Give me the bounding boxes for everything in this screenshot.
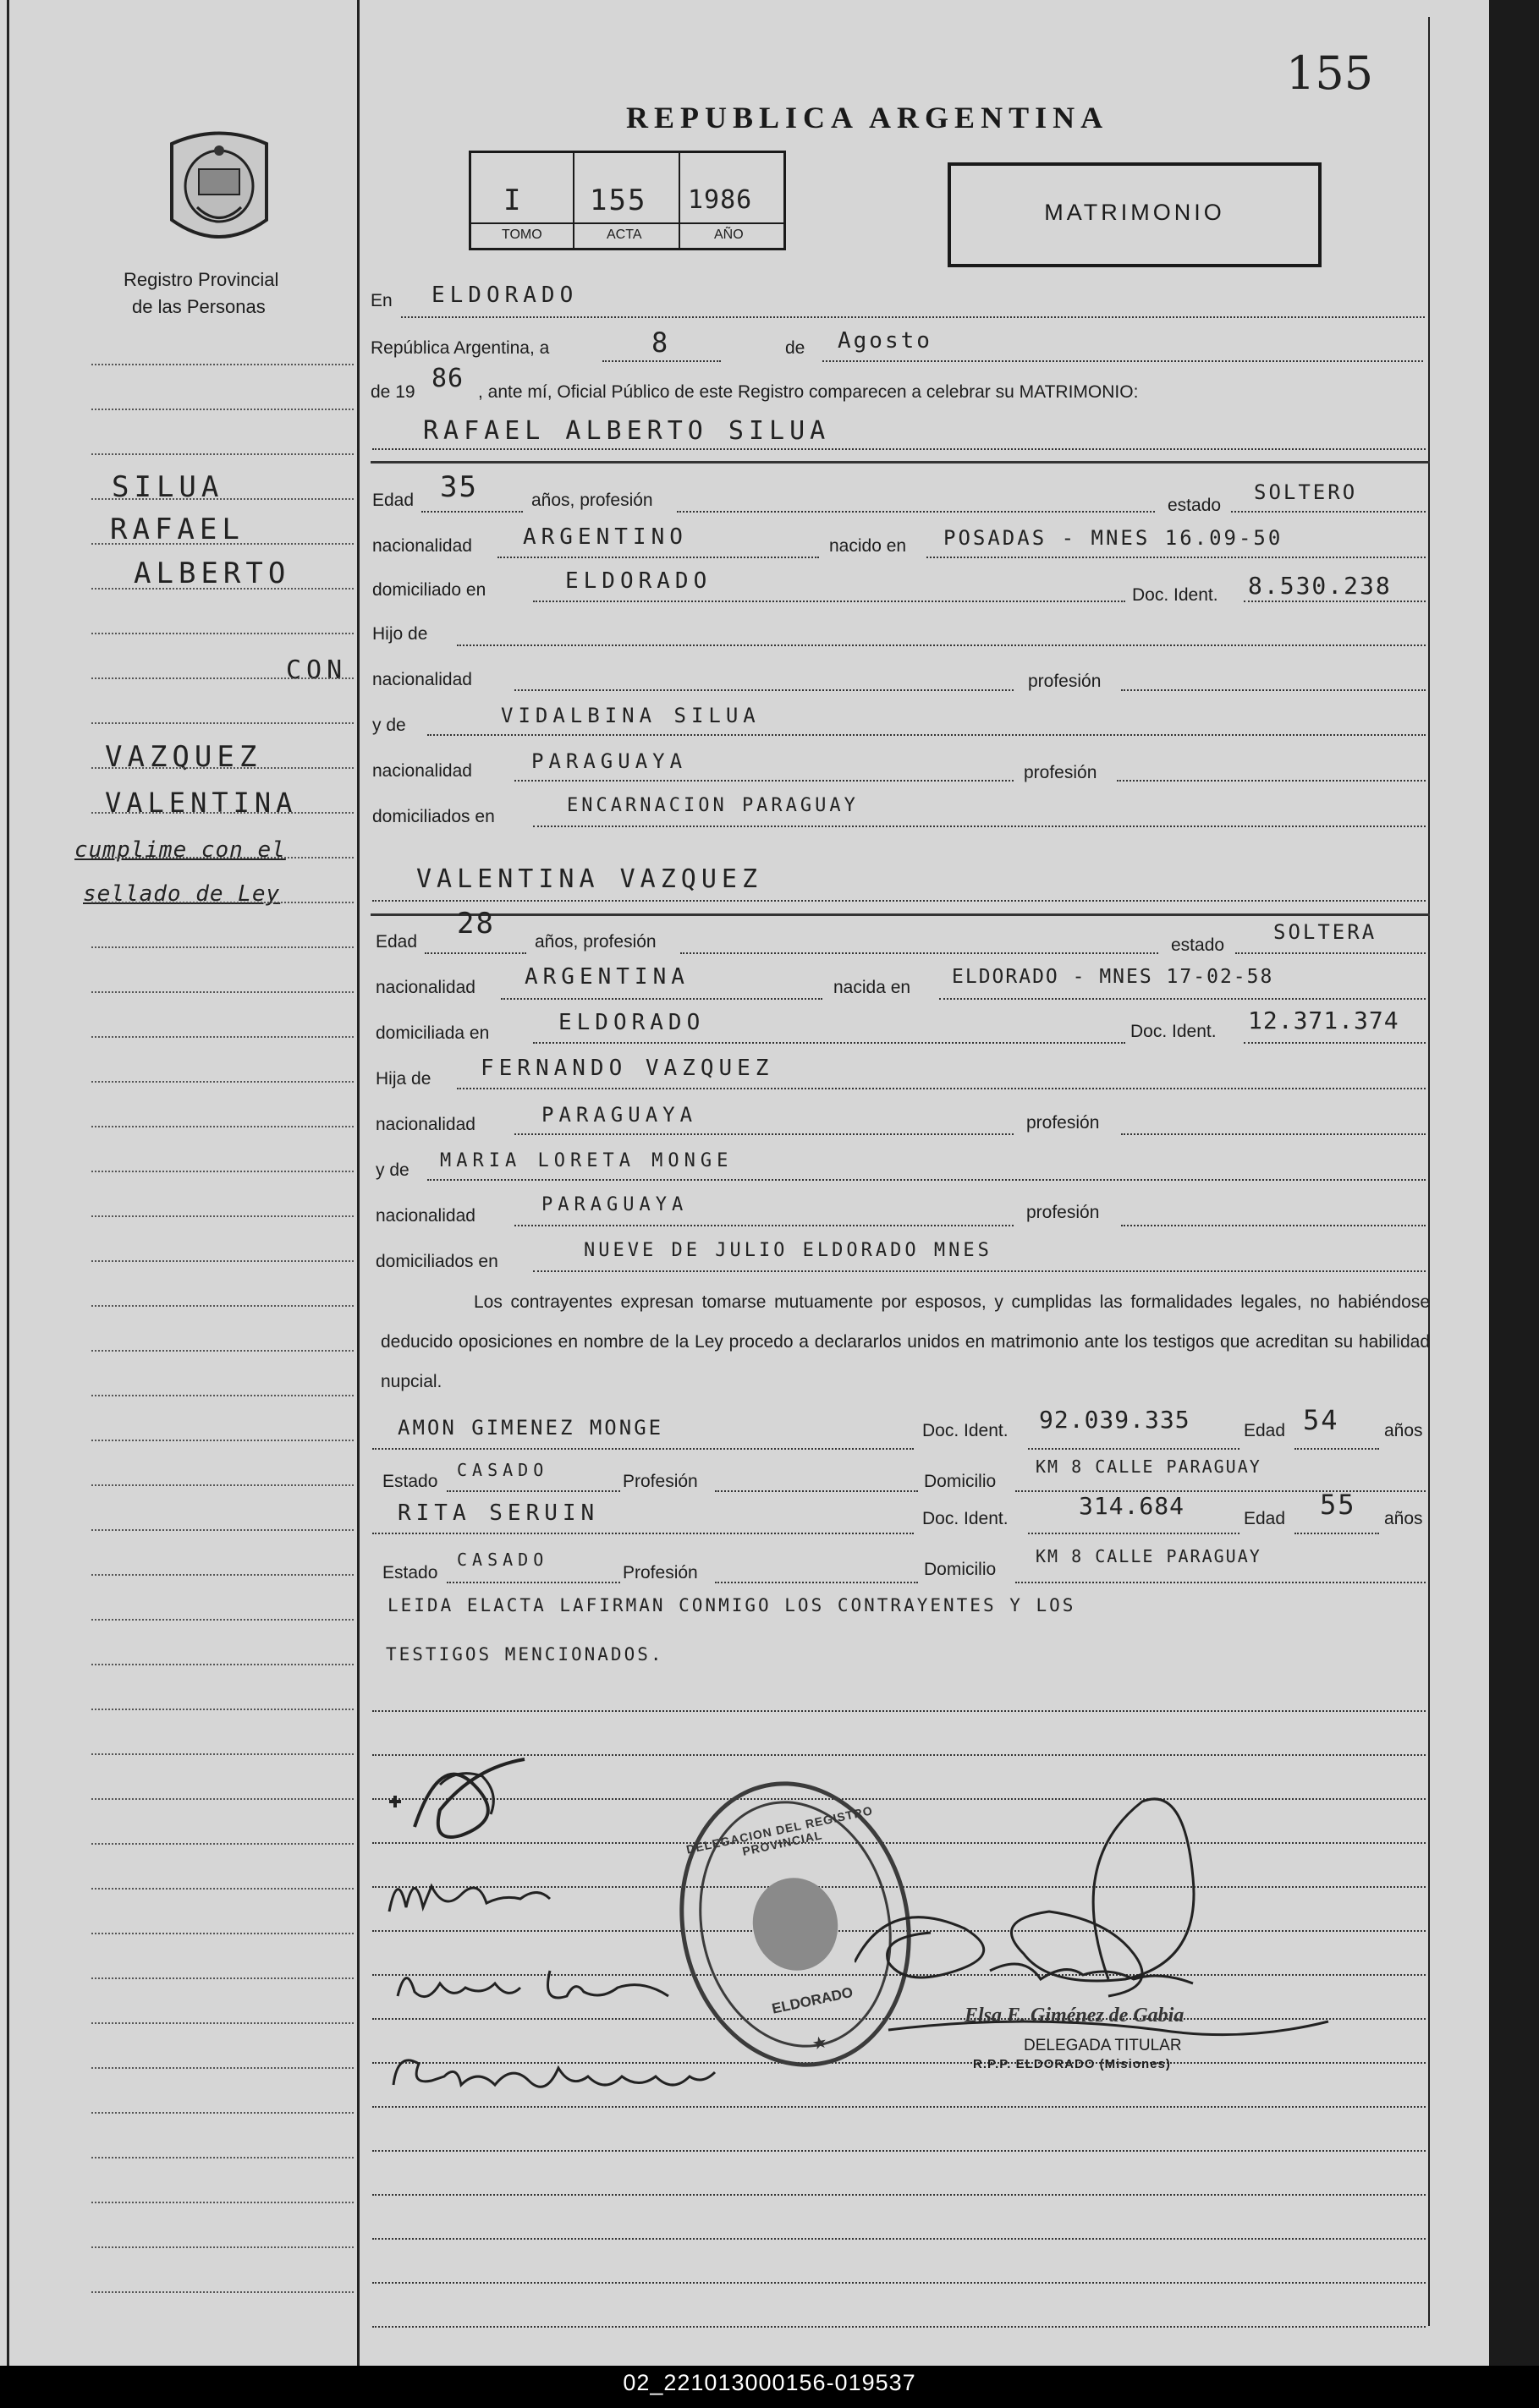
bride-anios-prof: años, profesión bbox=[535, 932, 657, 952]
bride-dom-label: domiciliada en bbox=[376, 1023, 490, 1043]
bride-madre-nac-label: nacionalidad bbox=[376, 1206, 475, 1226]
file-id: 02_221013000156-019537 bbox=[623, 2370, 916, 2395]
official-name: Elsa E. Giménez de Gabia bbox=[965, 2005, 1184, 2027]
bride-nacionalidad: ARGENTINA bbox=[525, 964, 690, 990]
witness1-doc-label: Doc. Ident. bbox=[922, 1421, 1009, 1440]
margin-rule bbox=[91, 1933, 354, 1934]
groom-padre-prof-label: profesión bbox=[1028, 672, 1102, 691]
margin-rule bbox=[91, 633, 354, 634]
groom-madre: VIDALBINA SILUA bbox=[501, 704, 761, 727]
margin-rule bbox=[91, 1888, 354, 1890]
bride-edad: 28 bbox=[457, 907, 495, 941]
bride-padre-prof-label: profesión bbox=[1026, 1113, 1100, 1133]
margin-rule bbox=[91, 2022, 354, 2024]
bride-nacida: ELDORADO - MNES 17-02-58 bbox=[952, 966, 1274, 988]
acta-value: 155 bbox=[590, 184, 647, 217]
groom-dom-label: domiciliado en bbox=[372, 580, 486, 600]
registry-line1: Registro Provincial bbox=[124, 269, 279, 290]
groom-signature bbox=[381, 1734, 567, 1861]
witness1-estado-label: Estado bbox=[382, 1472, 438, 1491]
registry-line2: de las Personas bbox=[132, 296, 266, 317]
margin-rule bbox=[91, 1619, 354, 1621]
margin-rule bbox=[91, 1081, 354, 1083]
groom-yde-label: y de bbox=[372, 716, 406, 735]
province-seal-icon bbox=[163, 127, 275, 254]
witness2-dom-label: Domicilio bbox=[924, 1560, 997, 1579]
bride-padre-nac: PARAGUAYA bbox=[541, 1103, 698, 1127]
witness1-signature bbox=[389, 1945, 702, 2021]
star-icon: ★ bbox=[810, 2032, 829, 2054]
body-rule bbox=[372, 2238, 1426, 2240]
margin-rule bbox=[91, 453, 354, 455]
groom-edad-label: Edad bbox=[372, 491, 415, 510]
closing-line1: LEIDA ELACTA LAFIRMAN CONMIGO LOS CONTRAYENTES Y LOS bbox=[387, 1595, 1076, 1615]
margin-rule bbox=[91, 1709, 354, 1710]
groom-madre-prof-label: profesión bbox=[1024, 763, 1097, 782]
bride-doc: 12.371.374 bbox=[1248, 1007, 1399, 1034]
anio-label: AÑO bbox=[714, 228, 744, 242]
year-prefix: de 19 bbox=[371, 382, 415, 402]
year-suffix: 86 bbox=[431, 364, 464, 393]
official-title: DELEGADA TITULAR bbox=[1024, 2037, 1182, 2054]
margin-rule bbox=[91, 543, 354, 545]
groom-domicilio: ELDORADO bbox=[565, 568, 712, 594]
groom-estado: SOLTERO bbox=[1254, 480, 1358, 504]
margin-rule bbox=[91, 1574, 354, 1576]
margin-rule bbox=[91, 946, 354, 948]
witness2-name: RITA SERUIN bbox=[398, 1500, 600, 1526]
witness2-edad: 55 bbox=[1320, 1489, 1356, 1521]
margin-rule bbox=[91, 1126, 354, 1127]
margin-rule bbox=[91, 1305, 354, 1307]
margin-rule bbox=[91, 1440, 354, 1441]
margin-rule bbox=[91, 991, 354, 993]
tomo-value: I bbox=[503, 184, 526, 217]
declaration-text: Los contrayentes expresan tomarse mutuamente por esposos, y cumplidas las formalidades legales, no habiéndose deducido oposiciones en nombre de la Ley procedo a declararlos unidos en matrimonio ante los testigos que acreditan su habilidad nupcial. bbox=[381, 1292, 1430, 1391]
bride-madre-nac: PARAGUAYA bbox=[541, 1194, 689, 1215]
margin-rule bbox=[91, 1977, 354, 1979]
bride-padre-nac-label: nacionalidad bbox=[376, 1115, 475, 1134]
right-border bbox=[1428, 17, 1430, 2326]
margin-bride-name: VALENTINA bbox=[105, 787, 298, 819]
record-type: MATRIMONIO bbox=[1044, 200, 1225, 225]
margin-bride-surname: VAZQUEZ bbox=[105, 740, 262, 774]
groom-nacido-label: nacido en bbox=[829, 536, 907, 556]
margin-rule bbox=[91, 364, 354, 365]
record-type-box bbox=[948, 162, 1322, 267]
bride-padres-dom: NUEVE DE JULIO ELDORADO MNES bbox=[584, 1240, 992, 1261]
closing-line2: TESTIGOS MENCIONADOS. bbox=[386, 1644, 664, 1665]
witness2-signature bbox=[385, 2034, 723, 2110]
groom-anios-prof: años, profesión bbox=[531, 491, 653, 510]
witness1-edad: 54 bbox=[1303, 1404, 1339, 1436]
groom-nac-label: nacionalidad bbox=[372, 536, 472, 556]
margin-rule bbox=[91, 1484, 354, 1486]
month-value: Agosto bbox=[838, 328, 932, 354]
witness2-prof-label: Profesión bbox=[623, 1563, 698, 1582]
witness1-edad-label: Edad bbox=[1244, 1421, 1286, 1440]
groom-doc: 8.530.238 bbox=[1248, 572, 1392, 600]
bride-yde-label: y de bbox=[376, 1160, 409, 1180]
margin-rule bbox=[91, 588, 354, 590]
groom-estado-label: estado bbox=[1168, 496, 1222, 515]
groom-padre-nac-label: nacionalidad bbox=[372, 670, 472, 689]
margin-rule bbox=[91, 409, 354, 410]
margin-rule bbox=[91, 902, 354, 903]
groom-padres-dom-label: domiciliados en bbox=[372, 807, 495, 826]
margin-rule bbox=[91, 498, 354, 500]
margin-rule bbox=[91, 677, 354, 679]
margin-groom-surname: SILUA bbox=[112, 470, 224, 504]
anio-value: 1986 bbox=[688, 185, 753, 215]
witness1-domicilio: KM 8 CALLE PARAGUAY bbox=[1036, 1456, 1261, 1477]
margin-rule bbox=[91, 1260, 354, 1262]
de-label: de bbox=[785, 338, 805, 358]
margin-rule bbox=[91, 2112, 354, 2114]
margin-rule bbox=[91, 1215, 354, 1217]
body-rule bbox=[372, 2150, 1426, 2152]
witness2-doc-label: Doc. Ident. bbox=[922, 1509, 1009, 1528]
groom-edad: 35 bbox=[440, 470, 478, 504]
groom-doc-label: Doc. Ident. bbox=[1132, 585, 1218, 605]
intro-groom-name: RAFAEL ALBERTO SILUA bbox=[423, 416, 831, 446]
bride-signature bbox=[385, 1861, 554, 1928]
bride-estado: SOLTERA bbox=[1273, 920, 1377, 944]
margin-rule bbox=[91, 1798, 354, 1800]
margin-rule bbox=[91, 2291, 354, 2293]
bride-padre: FERNANDO VAZQUEZ bbox=[481, 1056, 774, 1081]
acta-label: ACTA bbox=[607, 228, 642, 242]
margin-rule bbox=[91, 1529, 354, 1531]
groom-padres-dom: ENCARNACION PARAGUAY bbox=[567, 795, 859, 816]
body-rule bbox=[372, 2282, 1426, 2284]
witness2-estado: CASADO bbox=[457, 1550, 549, 1570]
margin-rule bbox=[91, 1664, 354, 1665]
book-edge bbox=[1489, 0, 1539, 2368]
bride-name: VALENTINA VAZQUEZ bbox=[416, 864, 763, 894]
margin-rule bbox=[91, 1171, 354, 1172]
witness1-name: AMON GIMENEZ MONGE bbox=[398, 1416, 664, 1440]
witness2-anios: años bbox=[1384, 1509, 1423, 1528]
bride-nacida-label: nacida en bbox=[833, 978, 911, 997]
reference-box bbox=[469, 151, 786, 250]
bride-doc-label: Doc. Ident. bbox=[1130, 1022, 1217, 1041]
tomo-label: TOMO bbox=[502, 228, 542, 242]
bride-estado-label: estado bbox=[1171, 935, 1225, 955]
margin-note-line1: cumplime con el bbox=[74, 837, 286, 863]
bride-domicilio: ELDORADO bbox=[558, 1010, 706, 1035]
margin-divider bbox=[357, 0, 360, 2368]
stamp-bottom: ELDORADO bbox=[770, 1983, 855, 2017]
margin-rule bbox=[91, 2067, 354, 2069]
intro-text: , ante mí, Oficial Público de este Registro comparecen a celebrar su MATRIMONIO: bbox=[478, 382, 1139, 402]
groom-nacionalidad: ARGENTINO bbox=[523, 524, 688, 550]
margin-rule bbox=[91, 2246, 354, 2248]
margin-rule bbox=[91, 1036, 354, 1038]
bride-nac-label: nacionalidad bbox=[376, 978, 475, 997]
margin-rule bbox=[91, 1350, 354, 1352]
margin-rule bbox=[91, 812, 354, 814]
groom-hijo-label: Hijo de bbox=[372, 624, 428, 644]
page-left-border bbox=[7, 0, 9, 2368]
witness2-doc: 314.684 bbox=[1079, 1492, 1185, 1520]
body-rule bbox=[372, 1710, 1426, 1712]
stamp-text: DELEGACION DEL REGISTRO PROVINCIAL bbox=[684, 1803, 875, 1858]
day-value: 8 bbox=[651, 326, 673, 359]
margin-groom-name1: RAFAEL bbox=[110, 513, 245, 546]
margin-rule bbox=[91, 1843, 354, 1845]
rep-label: República Argentina, a bbox=[371, 338, 550, 358]
en-label: En bbox=[371, 291, 393, 310]
witness2-edad-label: Edad bbox=[1244, 1509, 1286, 1528]
groom-nacido: POSADAS - MNES 16.09-50 bbox=[943, 526, 1283, 550]
body-rule bbox=[372, 2194, 1426, 2196]
margin-con: CON bbox=[286, 655, 348, 685]
bride-edad-label: Edad bbox=[376, 932, 418, 952]
witness1-dom-label: Domicilio bbox=[924, 1472, 997, 1491]
margin-rule bbox=[91, 857, 354, 858]
margin-groom-name2: ALBERTO bbox=[134, 557, 291, 590]
groom-madre-nac-label: nacionalidad bbox=[372, 761, 472, 781]
margin-rule bbox=[91, 1395, 354, 1396]
country-title: REPUBLICA ARGENTINA bbox=[626, 101, 1109, 134]
witness1-prof-label: Profesión bbox=[623, 1472, 698, 1491]
witness2-estado-label: Estado bbox=[382, 1563, 438, 1582]
margin-rule bbox=[91, 2157, 354, 2158]
margin-rule bbox=[91, 2202, 354, 2203]
bride-padres-dom-label: domiciliados en bbox=[376, 1252, 498, 1271]
page-number: 155 bbox=[1286, 47, 1374, 100]
margin-rule bbox=[91, 722, 354, 724]
bride-hija-label: Hija de bbox=[376, 1069, 431, 1089]
body-rule bbox=[372, 2326, 1426, 2328]
margin-rule bbox=[91, 767, 354, 769]
margin-rule bbox=[91, 1753, 354, 1755]
witness1-anios: años bbox=[1384, 1421, 1423, 1440]
witness1-estado: CASADO bbox=[457, 1460, 549, 1480]
bride-madre-prof-label: profesión bbox=[1026, 1203, 1100, 1222]
margin-note-line2: sellado de Ley bbox=[83, 881, 281, 907]
groom-madre-nac: PARAGUAYA bbox=[531, 749, 688, 773]
witness1-doc: 92.039.335 bbox=[1039, 1406, 1190, 1434]
official-office: R.P.P. ELDORADO (Misiones) bbox=[973, 2057, 1171, 2071]
bride-madre: MARIA LORETA MONGE bbox=[440, 1150, 734, 1171]
place-value: ELDORADO bbox=[431, 282, 579, 308]
witness2-domicilio: KM 8 CALLE PARAGUAY bbox=[1036, 1546, 1261, 1566]
